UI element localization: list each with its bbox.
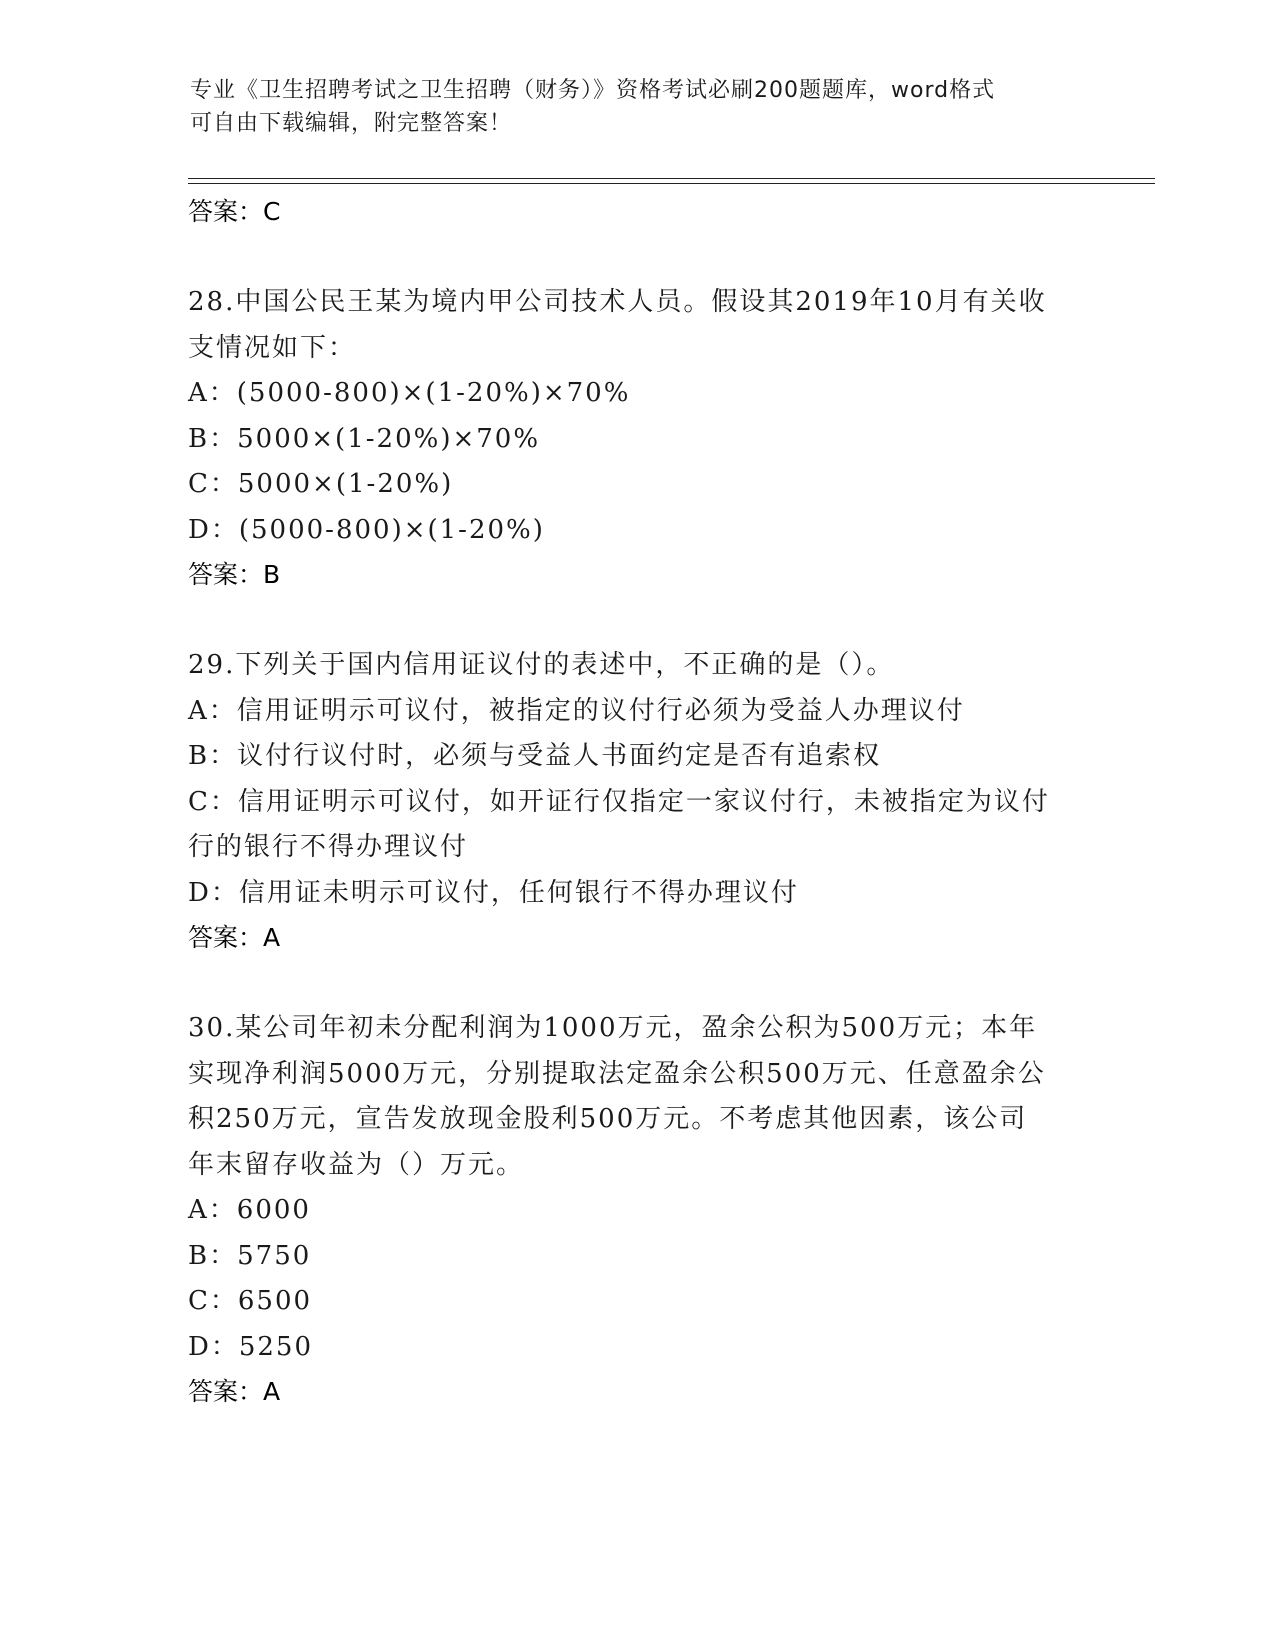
option-a: A：信用证明示可议付，被指定的议付行必须为受益人办理议付	[188, 695, 965, 726]
option-d: D：5250	[188, 1331, 314, 1362]
option-c: C：6500	[188, 1286, 313, 1316]
option-a: A：(5000-800)×(1-20%)×70%	[188, 378, 631, 408]
header-title-line1: 专业《卫生招聘考试之卫生招聘（财务）》资格考试必刷200题题库，word格式	[190, 78, 996, 103]
question-29	[188, 643, 1088, 960]
answer-line: 答案：A	[188, 1377, 281, 1406]
answer-line: 答案：B	[188, 560, 281, 589]
option-c: C：信用证明示可议付，如开证行仅指定一家议付行，未被指定为议付	[188, 786, 1050, 817]
question-28	[188, 280, 1088, 597]
option-b: B：5000×(1-20%)×70%	[188, 423, 541, 454]
question-stem-line: 年末留存收益为（）万元。	[188, 1149, 525, 1180]
question-stem-line: 积250万元，宣告发放现金股利500万元。不考虑其他因素，该公司	[188, 1104, 1028, 1134]
question-list	[188, 190, 1088, 1414]
question-stem-line: 支情况如下：	[188, 332, 357, 363]
header-title-line2: 可自由下载编辑，附完整答案！	[190, 111, 513, 136]
option-d: D：信用证未明示可议付，任何银行不得办理议付	[188, 877, 799, 908]
option-c: C：5000×(1-20%)	[188, 469, 454, 499]
question-stem-line: 29.下列关于国内信用证议付的表述中，不正确的是（）。	[188, 650, 895, 680]
question-stem-line: 实现净利润5000万元，分别提取法定盈余公积500万元、任意盈余公	[188, 1058, 1046, 1089]
answer-line: 答案：A	[188, 923, 281, 952]
option-d: D：(5000-800)×(1-20%)	[188, 514, 545, 545]
previous-answer: 答案：C	[188, 197, 281, 226]
option-a: A：6000	[188, 1195, 311, 1225]
option-b: B：议付行议付时，必须与受益人书面约定是否有追索权	[188, 741, 882, 771]
question-stem-line: 28.中国公民王某为境内甲公司技术人员。假设其2019年10月有关收	[188, 287, 1047, 317]
option-b: B：5750	[188, 1240, 312, 1271]
question-30	[188, 1006, 1088, 1414]
header-divider-top	[188, 178, 1155, 179]
document-header	[190, 74, 1090, 140]
header-divider-bottom	[188, 183, 1155, 184]
option-c-continued: 行的银行不得办理议付	[188, 832, 469, 862]
question-stem-line: 30.某公司年初未分配利润为1000万元，盈余公积为500万元；本年	[188, 1013, 1038, 1043]
